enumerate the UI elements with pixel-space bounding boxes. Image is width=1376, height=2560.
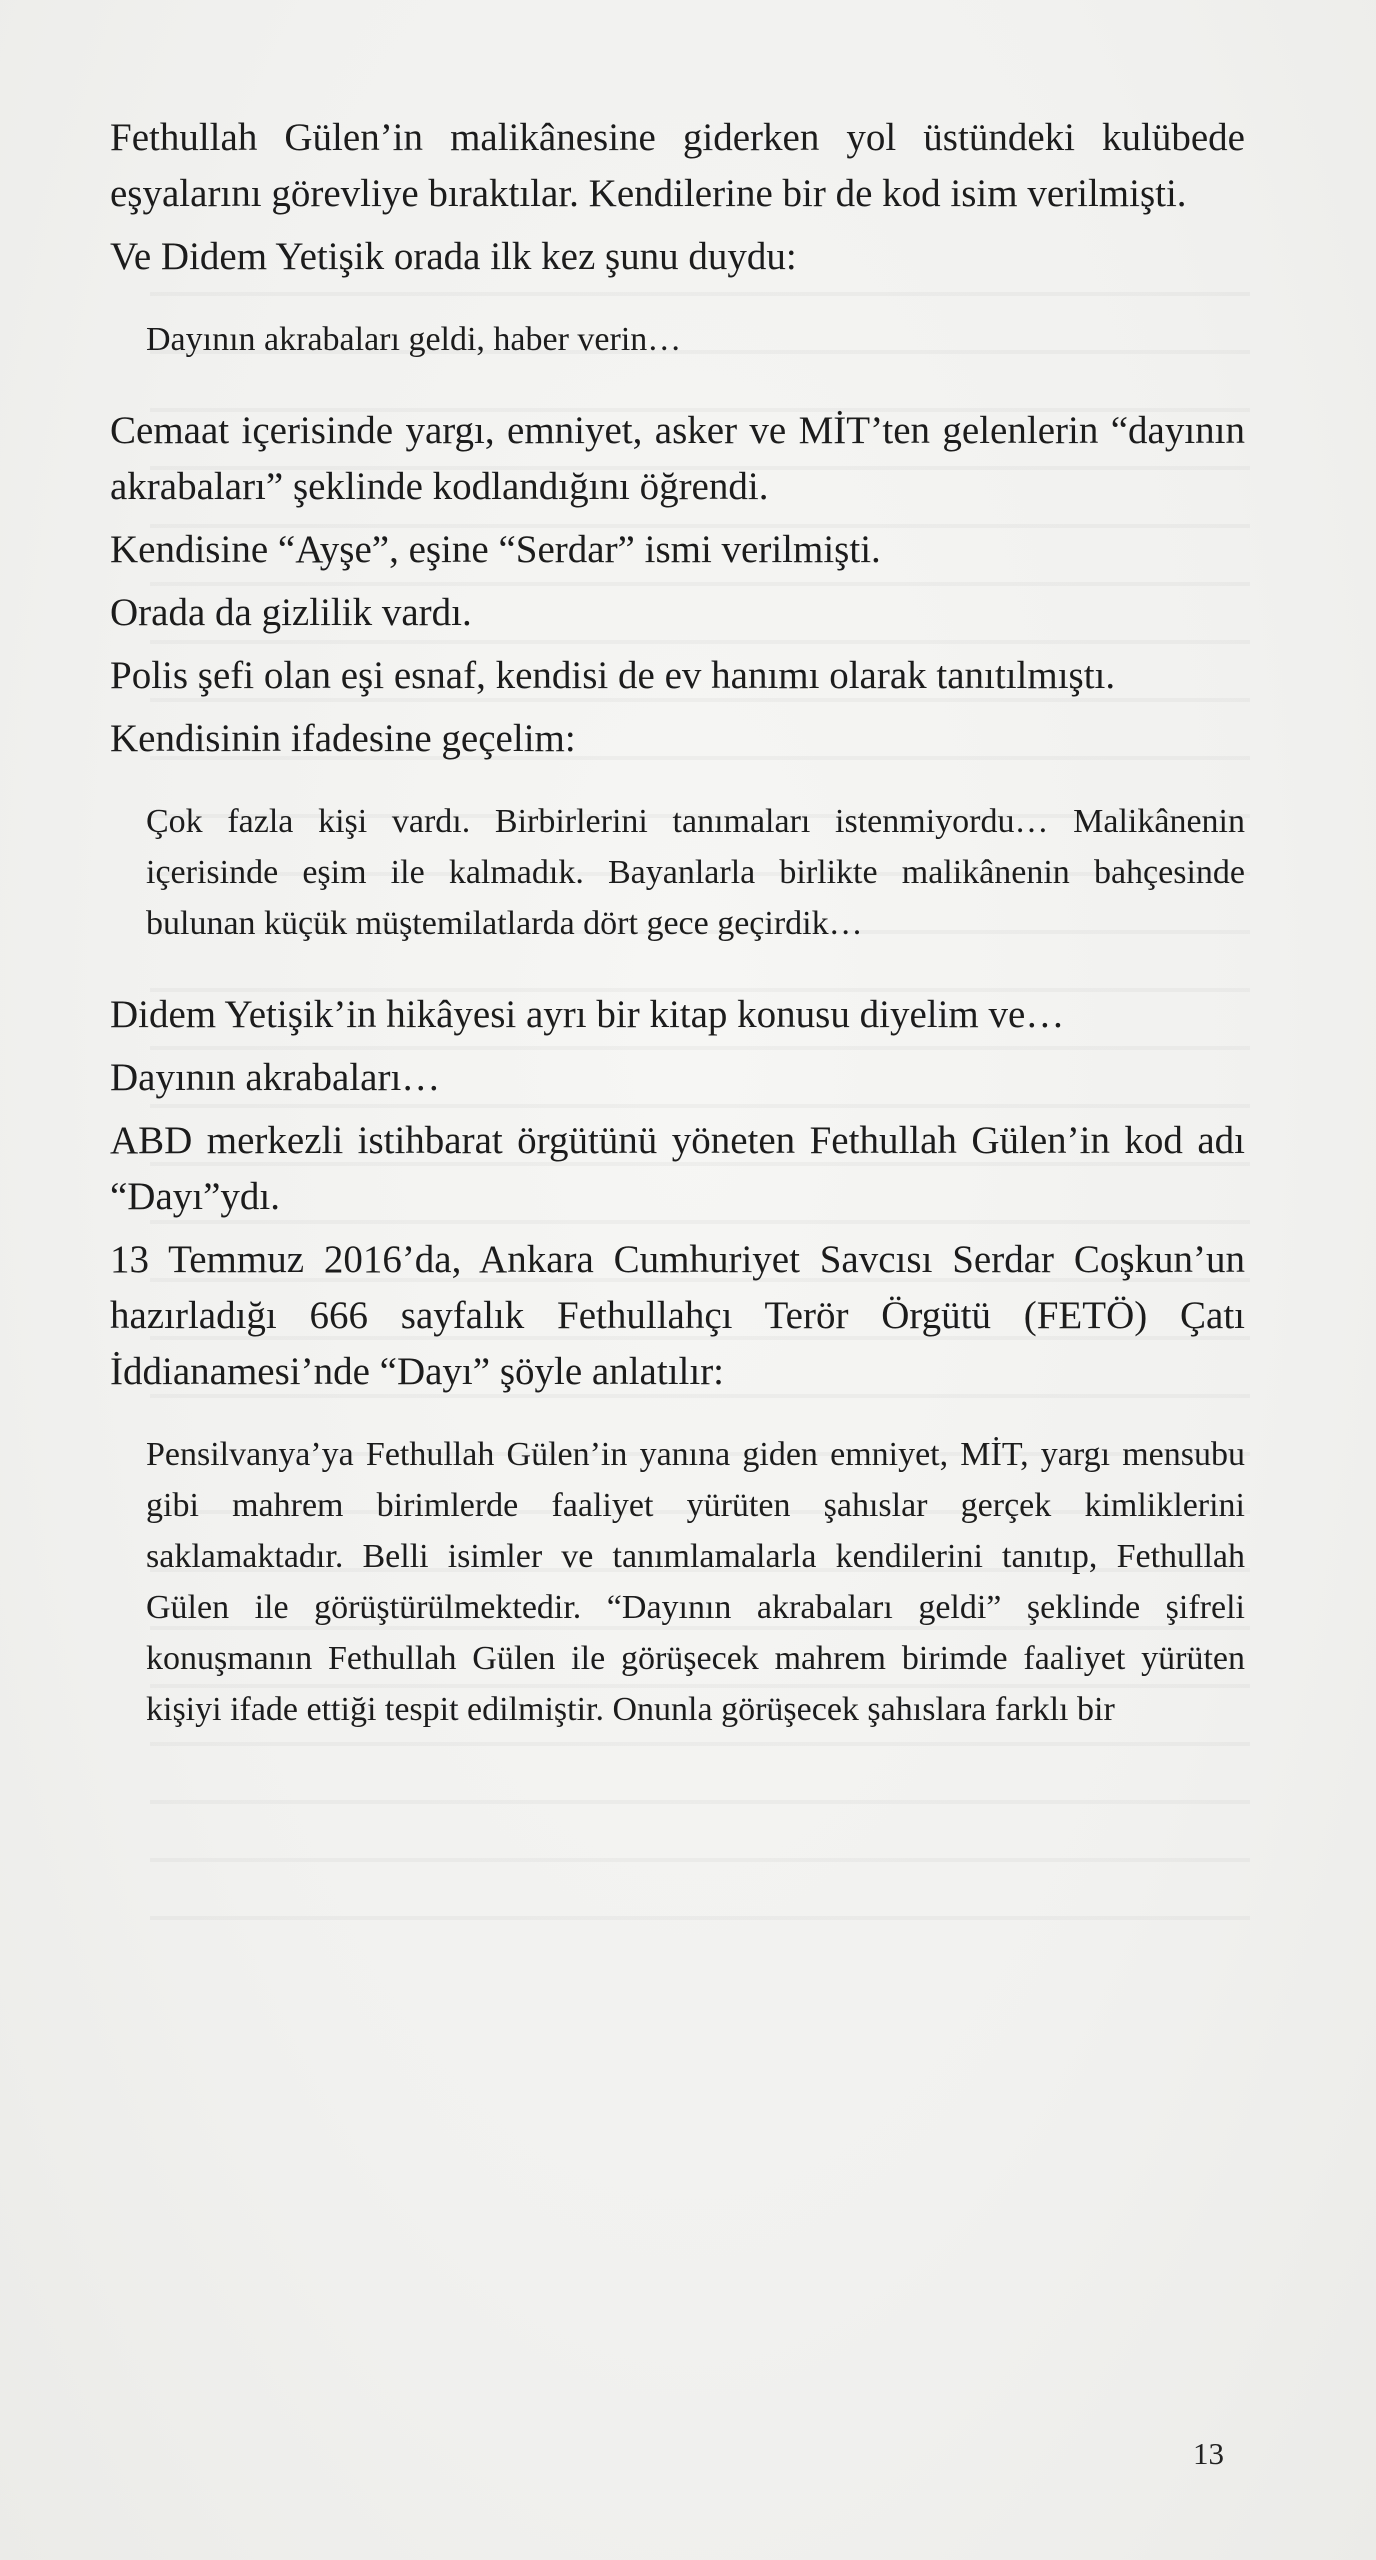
paragraph-1: Fethullah Gülen’in malikânesine giderken yol üstündeki kulübede eşyalarını görevliye bıraktılar. Kendilerine bir de kod isim verilmişti. (110, 116, 1245, 215)
paragraph-7: Kendisinin ifadesine geçelim: (110, 717, 576, 760)
paragraph-4: Kendisine “Ayşe”, eşine “Serdar” ismi verilmişti. (110, 528, 881, 571)
paragraph-8: Didem Yetişik’in hikâyesi ayrı bir kitap konusu diyelim ve… (110, 993, 1065, 1036)
paragraph-9: Dayının akrabaları… (110, 1056, 441, 1099)
paragraph-3: Cemaat içerisinde yargı, emniyet, asker ve MİT’ten gelenlerin “dayının akrabaları” şeklinde kodlandığını öğrendi. (110, 409, 1245, 508)
page-body (110, 110, 1245, 1735)
quote-2: Çok fazla kişi vardı. Birbirlerini tanımaları istenmiyordu… Malikânenin içerisinde eşim ile kalmadık. Bayanlarla birlikte malikânenin bahçesinde bulunan küçük müştemilatlarda dört gece geçirdik… (146, 803, 1245, 942)
paragraph-5: Orada da gizlilik vardı. (110, 591, 472, 634)
page-number: 13 (1193, 2436, 1224, 2471)
paragraph-10: ABD merkezli istihbarat örgütünü yöneten Fethullah Gülen’in kod adı “Dayı”ydı. (110, 1119, 1245, 1218)
quote-1: Dayının akrabaları geldi, haber verin… (146, 321, 682, 358)
paragraph-6: Polis şefi olan eşi esnaf, kendisi de ev hanımı olarak tanıtılmıştı. (110, 654, 1116, 697)
quote-3: Pensilvanya’ya Fethullah Gülen’in yanına giden emniyet, MİT, yargı mensubu gibi mahrem birimlerde faaliyet yürüten şahıslar gerçek kimliklerini saklamaktadır. Belli isimler ve tanımlamalarla kendilerini tanıtıp, Fethullah Gülen ile görüştürülmektedir. “Dayının akrabaları geldi” şeklinde şifreli konuşmanın Fethullah Gülen ile görüşecek mahrem birimde faaliyet yürüten kişiyi ifade ettiği tespit edilmiştir. Onunla görüşecek şahıslara farklı bir (146, 1436, 1245, 1728)
paragraph-11: 13 Temmuz 2016’da, Ankara Cumhuriyet Savcısı Serdar Coşkun’un hazırladığı 666 sayfalık Fethullahçı Terör Örgütü (FETÖ) Çatı İddianamesi’nde “Dayı” şöyle anlatılır: (110, 1238, 1245, 1393)
paragraph-2: Ve Didem Yetişik orada ilk kez şunu duydu: (110, 235, 797, 278)
